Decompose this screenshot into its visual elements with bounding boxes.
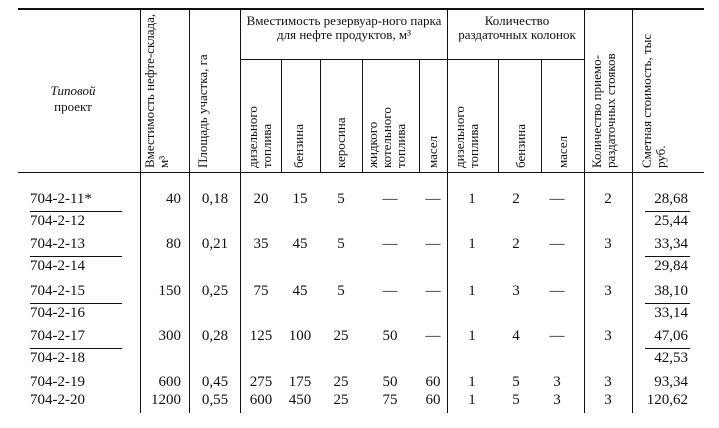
- cell-gasoline: 175: [288, 374, 312, 390]
- cell-gasoline: 100: [288, 328, 312, 344]
- cell-p-diesel: 1: [468, 236, 476, 252]
- cell-p-gasoline: 3: [512, 283, 520, 299]
- cell-p-diesel: 1: [468, 191, 476, 207]
- cell-cost: 33,34: [654, 236, 688, 252]
- cell-cost: 38,10: [654, 283, 688, 299]
- cell-diesel: 75: [253, 283, 269, 299]
- header-project-line2: проект: [54, 99, 92, 114]
- cell-cost: 28,68: [654, 191, 688, 207]
- cell-diesel: 125: [249, 328, 273, 344]
- header-area-text: Площадь участка, га: [195, 54, 210, 168]
- col-divider: [541, 60, 542, 173]
- project-pair-rule: [30, 303, 122, 304]
- body-col-divider: [447, 173, 448, 413]
- body-col-divider: [189, 173, 190, 413]
- header-pumps-oil-text: масел: [555, 135, 570, 168]
- cell-stands: 3: [604, 283, 612, 299]
- row-project: 704-2-19: [30, 374, 85, 390]
- cell-p-oil: —: [549, 283, 565, 299]
- col-divider: [419, 60, 420, 173]
- cell-diesel: 275: [249, 374, 273, 390]
- cell-capacity: 1200: [151, 392, 181, 408]
- col-divider: [240, 9, 241, 173]
- col-divider: [362, 60, 363, 173]
- cell-p-oil: —: [549, 328, 565, 344]
- cell-cost: 42,53: [654, 350, 688, 366]
- col-divider: [632, 9, 633, 173]
- pumps-group-rule: [448, 59, 584, 60]
- row-project: 704-2-16: [30, 305, 85, 321]
- row-project: 704-2-15: [30, 283, 85, 299]
- cell-area: 0,45: [201, 374, 229, 390]
- header-cost: [640, 13, 668, 168]
- project-pair-rule: [30, 211, 122, 212]
- cell-p-gasoline: 4: [512, 328, 520, 344]
- body-col-divider: [584, 173, 585, 413]
- cell-stands: 3: [604, 236, 612, 252]
- cell-cost: 93,34: [654, 374, 688, 390]
- header-capacity: [143, 13, 171, 168]
- cell-cost: 29,84: [654, 258, 688, 274]
- project-pair-rule: [30, 348, 122, 349]
- header-pumps-oil: [556, 63, 570, 168]
- header-reservoir-diesel: [246, 63, 274, 168]
- cost-pair-rule: [645, 303, 690, 304]
- col-divider: [498, 60, 499, 173]
- reservoir-group-rule: [240, 59, 447, 60]
- row-project: 704-2-20: [30, 392, 85, 408]
- cell-stands: 3: [604, 328, 612, 344]
- cost-pair-rule: [645, 211, 690, 212]
- cell-p-oil: —: [549, 191, 565, 207]
- cell-p-diesel: 1: [468, 374, 476, 390]
- cell-p-gasoline: 2: [512, 191, 520, 207]
- cell-oil: —: [425, 328, 441, 344]
- cost-pair-rule: [645, 348, 690, 349]
- cell-diesel: 600: [249, 392, 273, 408]
- col-divider: [140, 9, 141, 173]
- cell-gasoline: 45: [292, 236, 308, 252]
- cell-stands: 2: [604, 191, 612, 207]
- cell-kerosene: 25: [333, 374, 349, 390]
- cell-p-diesel: 1: [468, 283, 476, 299]
- header-area: [196, 13, 210, 168]
- cell-cost: 120,62: [646, 392, 688, 408]
- cell-cost: 47,06: [654, 328, 688, 344]
- cell-p-diesel: 1: [468, 392, 476, 408]
- col-divider: [584, 9, 585, 173]
- col-divider: [281, 60, 282, 173]
- cell-boiler: —: [382, 191, 398, 207]
- cell-cost: 25,44: [654, 213, 688, 229]
- header-reservoir-gasoline-text: бензина: [291, 124, 306, 168]
- cell-p-oil: —: [549, 236, 565, 252]
- header-bottom-rule: [18, 172, 704, 173]
- header-stands: [590, 13, 618, 168]
- cell-oil: —: [425, 283, 441, 299]
- body-col-divider: [240, 173, 241, 413]
- cell-kerosene: 5: [337, 191, 345, 207]
- cell-p-gasoline: 5: [512, 392, 520, 408]
- cell-p-gasoline: 2: [512, 236, 520, 252]
- top-rule: [18, 8, 704, 10]
- cell-stands: 3: [604, 392, 612, 408]
- project-pair-rule: [30, 256, 122, 257]
- cell-area: 0,55: [201, 392, 229, 408]
- col-divider: [320, 60, 321, 173]
- header-reservoir-boiler: [366, 63, 408, 168]
- header-reservoir-group-text: Вместимость резервуар-ного парка для нефте продуктов, м³: [246, 13, 442, 42]
- cell-boiler: —: [382, 236, 398, 252]
- cell-boiler: 50: [382, 328, 398, 344]
- header-pumps-gasoline-text: бензина: [513, 124, 528, 168]
- cell-kerosene: 25: [333, 328, 349, 344]
- cell-p-oil: 3: [553, 374, 561, 390]
- cell-area: 0,18: [201, 191, 229, 207]
- header-pumps-group-text: Количество раздаточных колонок: [458, 13, 576, 42]
- header-reservoir-oil: [426, 63, 440, 168]
- header-reservoir-gasoline: [292, 63, 306, 168]
- row-project: 704-2-13: [30, 236, 85, 252]
- cell-oil: 60: [425, 392, 441, 408]
- cell-area: 0,21: [201, 236, 229, 252]
- col-divider: [189, 9, 190, 173]
- header-pumps-gasoline: [514, 63, 528, 168]
- header-capacity-text: Вместимость нефте-склада, м³: [142, 13, 171, 168]
- header-pumps-diesel-text: дизельного топлива: [452, 106, 481, 168]
- cell-capacity: 40: [166, 191, 181, 207]
- col-divider: [447, 9, 448, 173]
- header-reservoir-diesel-text: дизельного топлива: [245, 106, 274, 168]
- cell-oil: —: [425, 191, 441, 207]
- header-reservoir-oil-text: масел: [425, 135, 440, 168]
- cost-pair-rule: [645, 256, 690, 257]
- row-project: 704-2-18: [30, 350, 85, 366]
- cell-area: 0,25: [201, 283, 229, 299]
- cell-capacity: 80: [166, 236, 181, 252]
- cell-gasoline: 45: [292, 283, 308, 299]
- row-project: 704-2-11*: [30, 191, 92, 207]
- cell-capacity: 600: [158, 374, 181, 390]
- header-cost-text: Сметная стоимость, тыс руб.: [639, 33, 668, 168]
- header-stands-text: Количество приемо-раздаточных стояков: [589, 53, 618, 168]
- header-reservoir-kerosene: [334, 63, 348, 168]
- cell-capacity: 300: [158, 328, 181, 344]
- cell-p-diesel: 1: [468, 328, 476, 344]
- cell-kerosene: 25: [333, 392, 349, 408]
- cell-kerosene: 5: [337, 283, 345, 299]
- cell-p-gasoline: 5: [512, 374, 520, 390]
- cell-oil: —: [425, 236, 441, 252]
- header-pumps-group: [455, 14, 579, 42]
- cell-gasoline: 450: [288, 392, 312, 408]
- row-project: 704-2-12: [30, 213, 85, 229]
- cell-stands: 3: [604, 374, 612, 390]
- cell-diesel: 35: [253, 236, 269, 252]
- cell-cost: 33,14: [654, 305, 688, 321]
- header-pumps-diesel: [453, 63, 481, 168]
- cell-oil: 60: [425, 374, 441, 390]
- cell-boiler: 50: [382, 374, 398, 390]
- cell-boiler: 75: [382, 392, 398, 408]
- row-project: 704-2-17: [30, 328, 85, 344]
- cell-diesel: 20: [253, 191, 269, 207]
- cell-kerosene: 5: [337, 236, 345, 252]
- cell-gasoline: 15: [292, 191, 308, 207]
- header-project-line1: Типовой: [50, 83, 96, 98]
- cell-boiler: —: [382, 283, 398, 299]
- header-reservoir-group: [246, 14, 442, 42]
- header-reservoir-boiler-text: жидкого котельного топлива: [365, 107, 408, 168]
- body-col-divider: [632, 173, 633, 413]
- cell-p-oil: 3: [553, 392, 561, 408]
- header-reservoir-kerosene-text: керосина: [333, 117, 348, 168]
- cell-area: 0,28: [201, 328, 229, 344]
- cell-capacity: 150: [158, 283, 181, 299]
- row-project: 704-2-14: [30, 258, 85, 274]
